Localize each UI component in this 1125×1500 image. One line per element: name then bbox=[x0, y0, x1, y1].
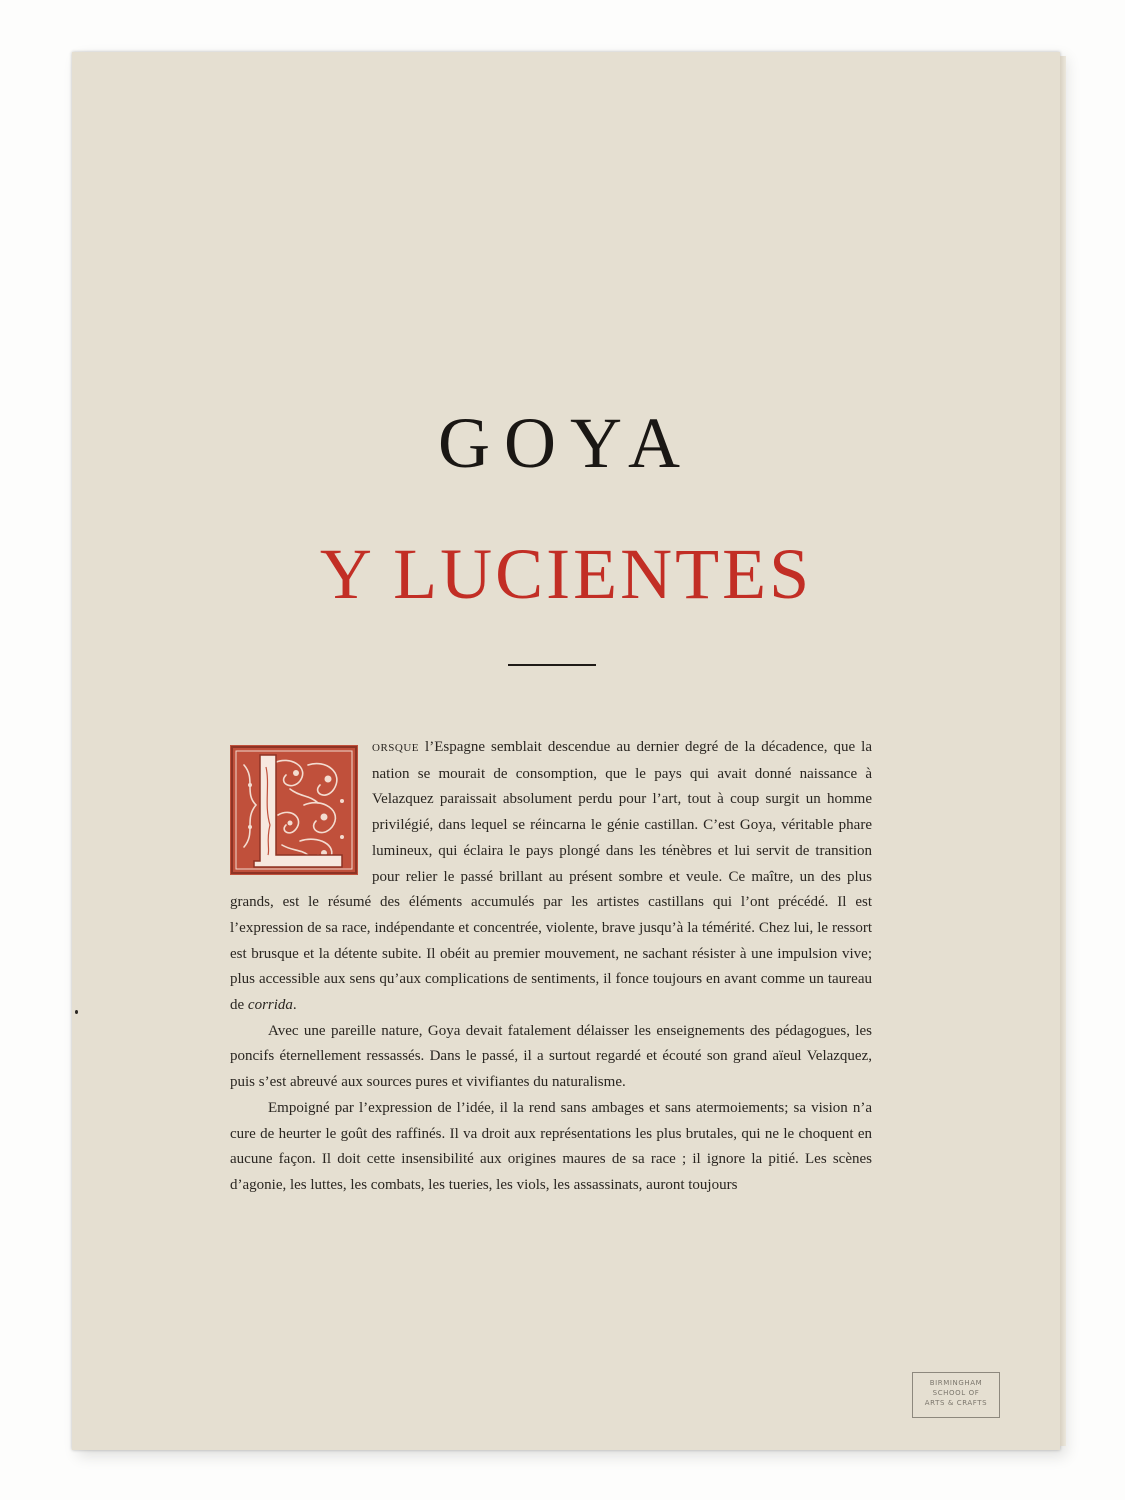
paper-speck bbox=[75, 1010, 78, 1014]
title-goya: GOYA bbox=[437, 403, 694, 483]
library-stamp bbox=[912, 1372, 1000, 1418]
lead-smallcaps: ORSQUE bbox=[372, 742, 420, 754]
dropcap-ornament-icon bbox=[230, 745, 358, 875]
title-rule bbox=[508, 664, 596, 666]
italic-corrida: corrida bbox=[247, 997, 293, 1014]
paragraph-1-text: l’Espagne semblait descendue au dernier degré de la décadence, que la nation se mourait de consomption, que le pays qui avait donné naissance à Velazquez paraissait absolument perdu pour l’art, tout à coup surgit un homme privilégié, dans lequel se réincarna le génie castillan. C’est Goya, véritable phare lumineux, qui éclaira le pays plongé dans les ténèbres et lui servit de transition pour relier le passé brillant au présent sombre et veule. Ce maître, un des plus grands, est le résumé des éléments accumulés par les artistes castillans qui l’ont précédé. Il est l’expression de sa race, indépendante et concentrée, violente, brave jusqu’à la témérité. Chez lui, le ressort est brusque et la détente subite. Il obéit au premier mouvement, ne sachant résister à une impulsion vive; plus accessible aux sens qu’aux complications de sentiments, il fonce toujours en avant comme un taureau de bbox=[230, 739, 872, 1014]
ornamental-dropcap-l bbox=[230, 745, 358, 875]
body-text bbox=[230, 735, 872, 1199]
paragraph-3: Empoigné par l’expression de l’idée, il la rend sans ambages et sans atermoiements; sa vision n’a cure de heurter le goût des raffinés. Il va droit aux représentations les plus brutales, qui ne le choquent en aucune façon. Il doit cette insensibilité aux origines maures de sa race ; il ignore la pitié. Les scènes d’agonie, les luttes, les combats, les tueries, les viols, les assassinats, auront toujours bbox=[230, 1099, 872, 1193]
page-edge bbox=[1060, 56, 1066, 1446]
book-page bbox=[72, 52, 1060, 1450]
stamp-line-2: SCHOOL OF bbox=[932, 1389, 980, 1397]
paragraph-2: Avec une pareille nature, Goya devait fatalement délaisser les enseignements des pédagogues, les poncifs éternellement ressassés. Dans le passé, il a surtout regardé et écouté son grand aïeul Velazquez, puis s’est abreuvé aux sources pures et vivifiantes du naturalisme. bbox=[230, 1022, 872, 1091]
paragraph-1-end: . bbox=[292, 997, 297, 1014]
stamp-line-3: ARTS & CRAFTS bbox=[924, 1399, 988, 1407]
title-y-lucientes: Y LUCIENTES bbox=[319, 534, 813, 614]
stamp-line-1: BIRMINGHAM bbox=[929, 1379, 983, 1387]
